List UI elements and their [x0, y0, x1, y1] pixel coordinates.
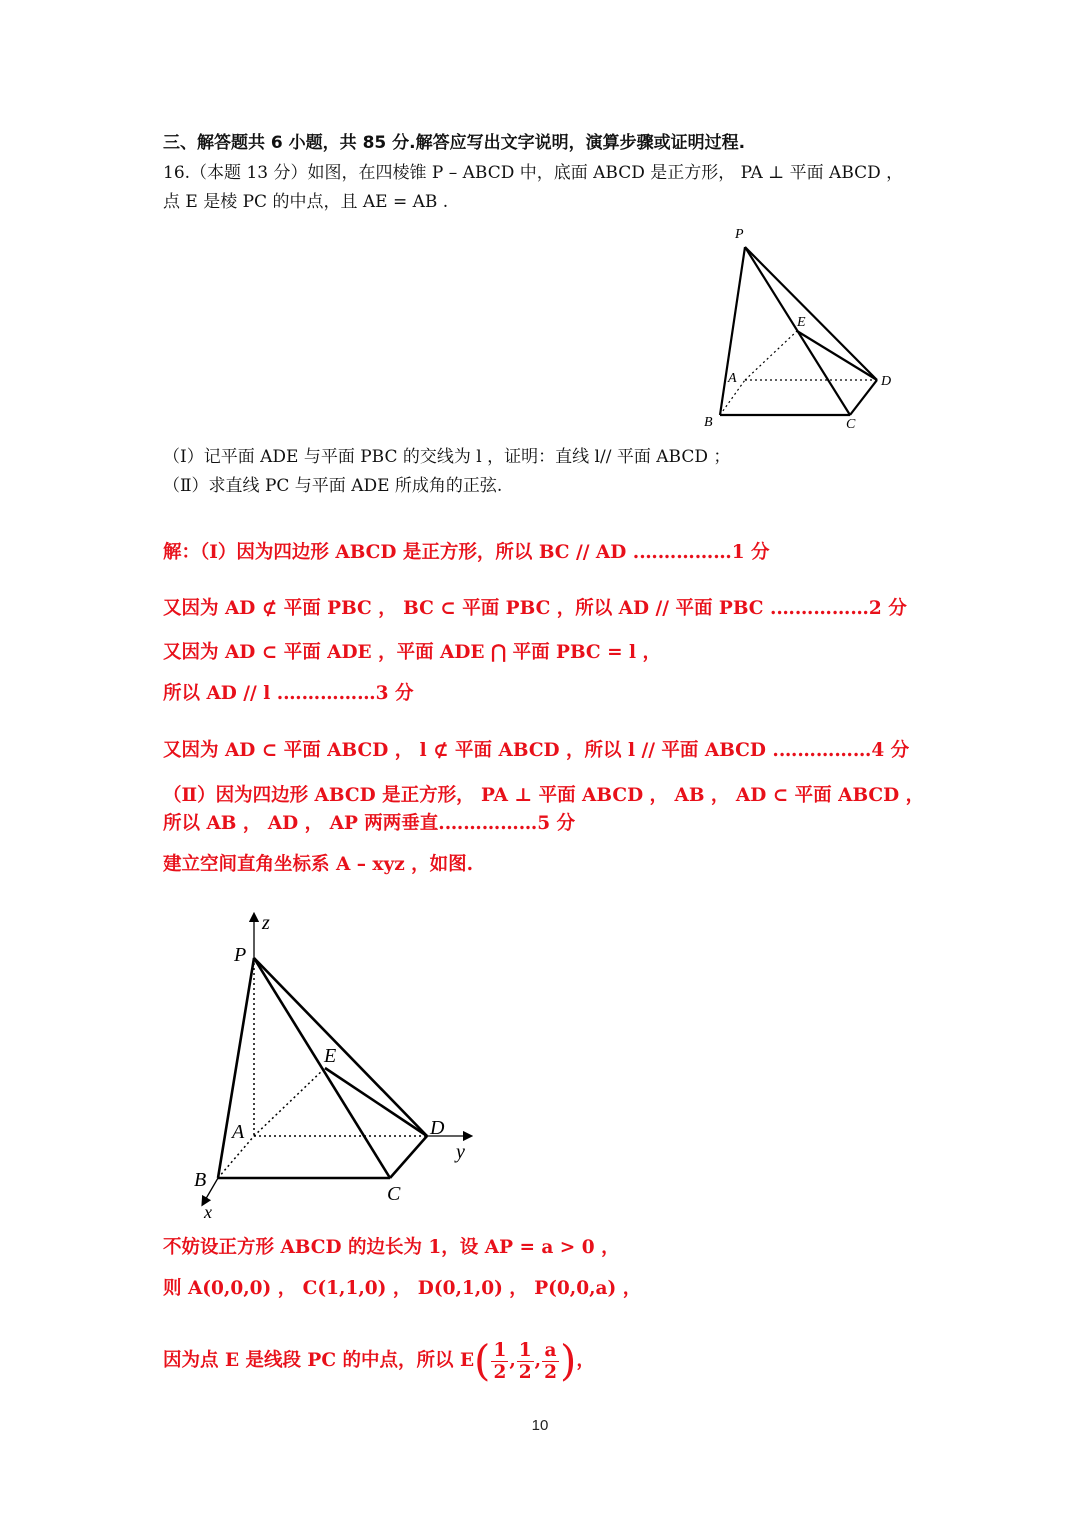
solution-line-8: 建立空间直角坐标系 A – xyz ，如图. — [163, 854, 474, 875]
solution-line-9: 不妨设正方形 ABCD 的边长为 1，设 AP = a > 0 ， — [163, 1237, 620, 1258]
fig2-label-e: E — [324, 1045, 337, 1067]
fig1-label-c: C — [846, 417, 856, 432]
pyramid-figure — [690, 220, 920, 435]
section-header: 三、解答题共 6 小题，共 85 分.解答应写出文字说明，演算步骤或证明过程. — [163, 133, 746, 153]
coordinate-figure — [190, 905, 490, 1225]
solution-line-5: 又因为 AD ⊂ 平面 ABCD ， l ⊄ 平面 ABCD ，所以 l // 平面 ABCD .……………4 分 — [163, 740, 910, 761]
solution-line-2: 又因为 AD ⊄ 平面 PBC ， BC ⊂ 平面 PBC ，所以 AD // 平面 PBC .……………2 分 — [163, 598, 907, 619]
problem-part1: （Ⅰ）记平面 ADE 与平面 PBC 的交线为 l ，证明：直线 l// 平面 ABCD ； — [163, 447, 731, 467]
fig2-label-x: x — [204, 1202, 212, 1222]
fig2-label-z: z — [262, 912, 270, 934]
solution-line-4: 所以 AD // l .……………3 分 — [163, 683, 414, 704]
problem-statement-line2: 点 E 是棱 PC 的中点，且 AE = AB . — [163, 192, 449, 212]
solution-line-10: 则 A(0,0,0) ， C(1,1,0) ， D(0,1,0) ， P(0,0,a) ， — [163, 1278, 642, 1299]
fraction-z: $\frac{a}{2}$ — [544, 1339, 557, 1383]
problem-part2: （Ⅱ）求直线 PC 与平面 ADE 所成角的正弦. — [163, 476, 503, 496]
fig1-label-p: P — [735, 227, 744, 242]
page-number: 10 — [531, 1417, 549, 1434]
line-end-comma: ， — [576, 1350, 595, 1371]
solution-line-7: 所以 AB ， AD ， AP 两两垂直.……………5 分 — [163, 813, 576, 834]
fig2-label-c: C — [387, 1183, 401, 1205]
fraction-x: $\frac{1}{2}$ — [493, 1339, 507, 1383]
left-paren: ( — [474, 1336, 491, 1385]
fig2-label-p: P — [234, 944, 247, 966]
fig2-label-a: A — [232, 1121, 245, 1143]
fig2-label-b: B — [194, 1169, 207, 1191]
problem-statement-line1: 16.（本题 13 分）如图，在四棱锥 P – ABCD 中，底面 ABCD 是正方形， PA ⊥ 平面 ABCD ， — [163, 163, 904, 183]
fig1-label-b: B — [704, 415, 713, 430]
solution-line-6: （Ⅱ）因为四边形 ABCD 是正方形， PA ⊥ 平面 ABCD ， AB ， AD ⊂ 平面 ABCD ， — [163, 785, 925, 806]
right-paren: ) — [559, 1336, 577, 1385]
fig1-label-d: D — [881, 374, 892, 389]
solution-line-11 — [163, 1336, 595, 1386]
comma-1: , — [509, 1350, 516, 1371]
fig1-label-e: E — [797, 315, 806, 330]
midpoint-text: 因为点 E 是线段 PC 的中点，所以 E — [163, 1350, 475, 1371]
fig2-label-y: y — [456, 1141, 465, 1163]
comma-2: , — [534, 1350, 542, 1371]
fig2-label-d: D — [430, 1117, 445, 1139]
solution-line-3: 又因为 AD ⊂ 平面 ADE ，平面 ADE ⋂ 平面 PBC = l ， — [163, 642, 662, 663]
fig1-label-a: A — [728, 371, 737, 386]
solution-line-1: 解：（Ⅰ）因为四边形 ABCD 是正方形，所以 BC // AD .……………1 分 — [163, 542, 770, 563]
fraction-y: $\frac{1}{2}$ — [518, 1339, 532, 1383]
